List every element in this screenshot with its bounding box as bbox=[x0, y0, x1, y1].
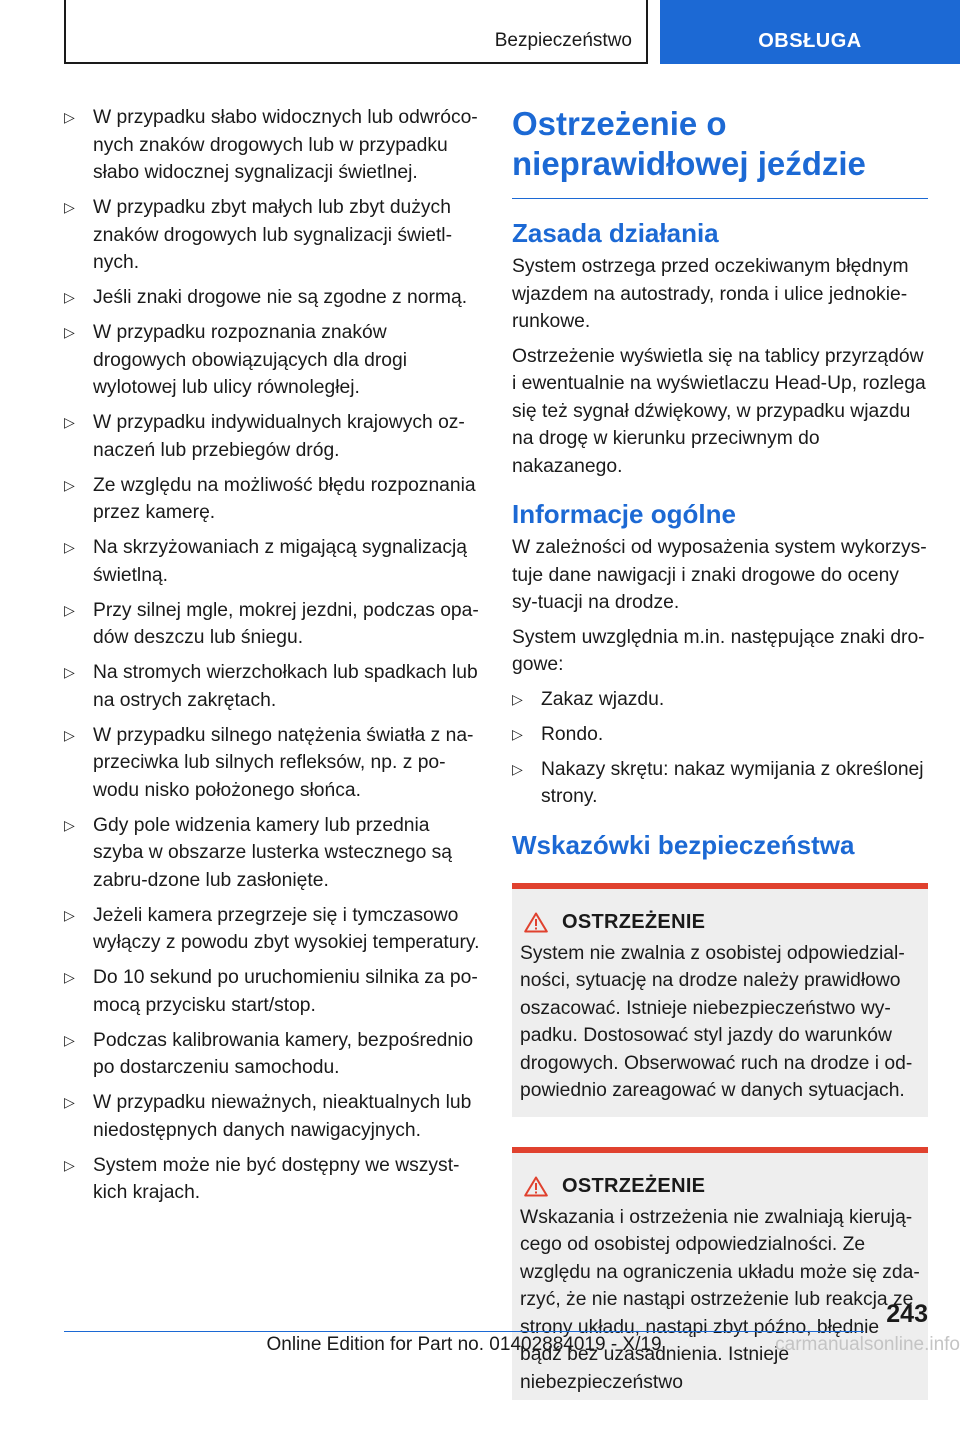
list-item: ▷ Na skrzyżowaniach z migającą sygnalizacją świetlną. bbox=[64, 534, 480, 589]
bullet-triangle-icon: ▷ bbox=[64, 726, 75, 743]
header-section-title: Bezpieczeństwo bbox=[494, 30, 632, 51]
left-column bbox=[64, 104, 480, 1214]
bullet-triangle-icon: ▷ bbox=[64, 199, 75, 215]
bullet-triangle-icon: ▷ bbox=[64, 906, 75, 923]
paragraph: System ostrzega przed oczekiwanym błędnym wjazdem na autostrady, ronda i ulice jednokie‐runkowe. bbox=[512, 256, 909, 332]
list-item: ▷ System może nie być dostępny we wszyst‐kich krajach. bbox=[64, 1152, 480, 1207]
bullet-triangle-icon: ▷ bbox=[64, 1156, 75, 1173]
list-item: ▷ W przypadku zbyt małych lub zbyt dużych znaków drogowych lub sygnalizacji świetl‐nych. bbox=[64, 194, 480, 277]
list-item: ▷ Na stromych wierzchołkach lub spadkach lub na ostrych zakrętach. bbox=[64, 659, 480, 714]
warning-box bbox=[512, 883, 928, 1117]
warning-text: Wskazania i ostrzeżenia nie zwalniają kierują‐cego od osobistej odpowiedzialności. Ze względu na ograniczenia układu może się zda‐rzyć, że nie nastąpi ostrzeżenie lub reakcja ze strony układu, nastąpi zbyt późno, błędnie bądź bez uzasadnienia. Istnieje niebezpieczeństwo bbox=[520, 1206, 920, 1393]
right-column bbox=[512, 104, 928, 1430]
list-item: ▷ Przy silnej mgle, mokrej jezdni, podczas opa‐dów deszczu lub śniegu. bbox=[64, 597, 480, 652]
warning-triangle-icon bbox=[524, 1176, 548, 1197]
bullet-triangle-icon: ▷ bbox=[64, 664, 75, 680]
list-item: ▷ Jeśli znaki drogowe nie są zgodne z normą. bbox=[64, 284, 480, 312]
bullet-triangle-icon: ▷ bbox=[64, 539, 75, 555]
footer-edition-text: Online Edition for Part no. 01402884019 - X/19 bbox=[266, 1334, 662, 1355]
list-item: ▷ Nakazy skrętu: nakaz wymijania z określonej strony. bbox=[512, 756, 928, 811]
title-divider bbox=[512, 198, 928, 199]
page-number: 243 bbox=[886, 1300, 928, 1328]
footer-edition bbox=[64, 1334, 960, 1356]
footer-divider bbox=[64, 1331, 864, 1332]
warning-triangle-icon bbox=[524, 912, 548, 933]
header-chapter-title: OBSŁUGA bbox=[758, 30, 862, 52]
section-heading-general: Informacje ogólne bbox=[512, 499, 736, 529]
list-item: ▷ W przypadku silnego natężenia światła z na‐przeciwka lub silnych refleksów, np. z po‐wodu nisko położonego słońca. bbox=[64, 722, 480, 805]
bullet-triangle-icon: ▷ bbox=[64, 324, 75, 340]
paragraph: W zależności od wyposażenia system wykorzys‐tuje dane nawigacji i znaki drogowe do oceny sy‐tuacji na drodze. bbox=[512, 537, 927, 613]
bullet-triangle-icon: ▷ bbox=[64, 1094, 75, 1110]
list-item: ▷ Do 10 sekund po uruchomieniu silnika za po‐mocą przycisku start/stop. bbox=[64, 964, 480, 1019]
bullet-triangle-icon: ▷ bbox=[64, 289, 75, 305]
list-item: ▷ Jeżeli kamera przegrzeje się i tymczasowo wyłączy z powodu zbyt wysokiej temperatury. bbox=[64, 902, 480, 957]
list-item: ▷ W przypadku słabo widocznych lub odwróco‐nych znaków drogowych lub w przypadku słabo widocznej sygnalizacji świetlnej. bbox=[64, 104, 480, 187]
section-heading-safety: Wskazówki bezpieczeństwa bbox=[512, 829, 855, 860]
bullet-triangle-icon: ▷ bbox=[64, 969, 75, 985]
list-item: ▷ Podczas kalibrowania kamery, bezpośrednio po dostarczeniu samochodu. bbox=[64, 1027, 480, 1082]
list-item: ▷ W przypadku indywidualnych krajowych oz‐naczeń lub przebiegów dróg. bbox=[64, 409, 480, 464]
warning-title: OSTRZEŻENIE bbox=[562, 1174, 706, 1197]
section-heading-principle: Zasada działania bbox=[512, 218, 719, 248]
limitations-list bbox=[64, 104, 480, 1207]
list-item: ▷ Ze względu na możliwość błędu rozpoznania przez kamerę. bbox=[64, 472, 480, 527]
bullet-triangle-icon: ▷ bbox=[512, 725, 523, 742]
warning-title: OSTRZEŻENIE bbox=[562, 910, 706, 933]
bullet-triangle-icon: ▷ bbox=[64, 1031, 75, 1048]
bullet-triangle-icon: ▷ bbox=[64, 476, 75, 493]
list-item: ▷ Rondo. bbox=[512, 721, 928, 749]
page-title: Ostrzeżenie o nieprawidłowej jeździe bbox=[512, 105, 866, 182]
header-chapter-tab bbox=[660, 0, 960, 64]
bullet-triangle-icon: ▷ bbox=[64, 109, 75, 125]
list-item: ▷ W przypadku rozpoznania znaków drogowych obowiązujących dla drogi wylotowej lub ulicy równoległej. bbox=[64, 319, 480, 402]
bullet-triangle-icon: ▷ bbox=[64, 816, 75, 833]
warning-text: System nie zwalnia z osobistej odpowiedzial‐ności, sytuację na drodze należy prawidłowo oszacować. Istnieje niebezpieczeństwo wy‐padku. Dostosować styl jazdy do warunków drogowych. Obserwować ruch na drodze i od‐powiednio zareagować w danych sytuacjach. bbox=[520, 942, 913, 1101]
road-signs-list bbox=[512, 686, 928, 811]
bullet-triangle-icon: ▷ bbox=[64, 601, 75, 618]
list-item: ▷ Gdy pole widzenia kamery lub przednia szyba w obszarze lusterka wstecznego są zabru‐dzone lub zasłonięte. bbox=[64, 812, 480, 895]
header-section-box bbox=[64, 0, 648, 64]
list-item: ▷ W przypadku nieważnych, nieaktualnych lub niedostępnych danych nawigacyjnych. bbox=[64, 1089, 480, 1144]
bullet-triangle-icon: ▷ bbox=[64, 414, 75, 430]
bullet-triangle-icon: ▷ bbox=[512, 690, 523, 707]
paragraph: Ostrzeżenie wyświetla się na tablicy przyrządów i ewentualnie na wyświetlaczu Head-Up, rozlega się też sygnał dźwiękowy, w przypadku wjazdu na drogę w kierunku przeciwnym do nakazanego. bbox=[512, 345, 926, 477]
list-item: ▷ Zakaz wjazdu. bbox=[512, 686, 928, 714]
paragraph: System uwzględnia m.in. następujące znaki dro‐gowe: bbox=[512, 626, 925, 675]
footer-watermark-text: carmanualsonline.info bbox=[775, 1334, 960, 1355]
bullet-triangle-icon: ▷ bbox=[512, 760, 523, 777]
